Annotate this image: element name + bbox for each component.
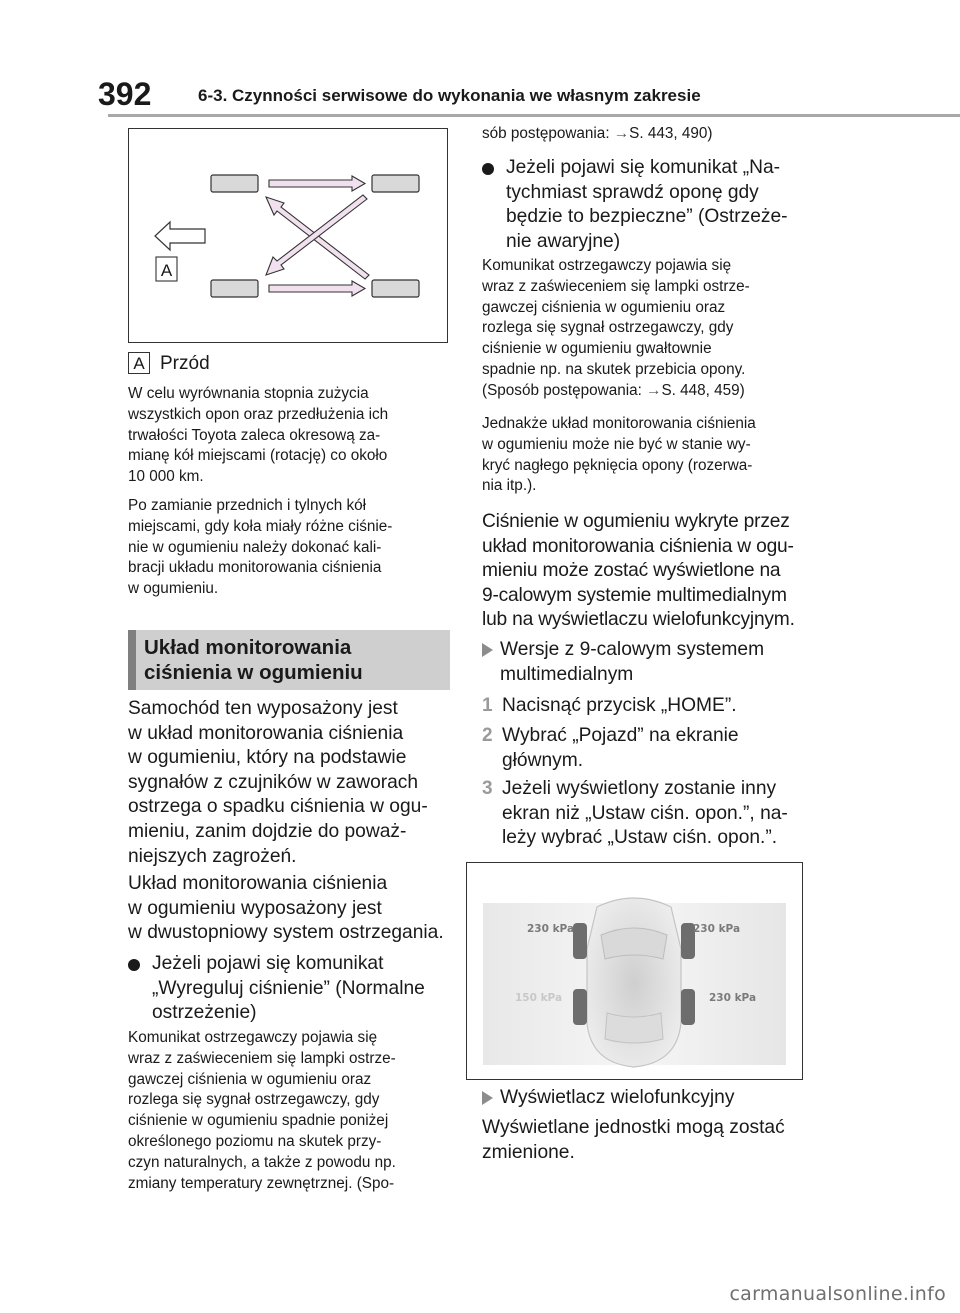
text-line: nie awaryjne) — [506, 230, 621, 252]
marker-a-label: A — [160, 261, 173, 280]
page-reference: S. 443, 490) — [629, 125, 713, 142]
text-line: Układ monitorowania ciśnienia — [128, 873, 388, 894]
units-paragraph — [482, 1116, 804, 1165]
text-line: Wybrać „Pojazd” na ekranie — [502, 725, 739, 746]
bullet-icon — [482, 163, 494, 175]
caption-text: Przód — [160, 353, 210, 374]
text-line: będzie to bezpieczne” (Ostrzeże- — [506, 206, 788, 228]
text-line: nia itp.). — [482, 477, 537, 495]
multi-info-display-item — [482, 1086, 808, 1111]
tire-rotation-diagram — [128, 128, 448, 343]
front-right-pressure: 230 kPa — [693, 923, 741, 935]
page-number: 392 — [98, 76, 152, 112]
text-line: rozlega się sygnał ostrzegawczy, gdy — [128, 1091, 380, 1109]
caption-marker: A — [128, 352, 150, 374]
text-line: gawczej ciśnienia w ogumieniu oraz — [482, 298, 726, 316]
bullet-icon — [128, 959, 140, 971]
text-line: Po zamianie przednich i tylnych kół — [128, 497, 367, 514]
text-line: układ monitorowania ciśnienia w ogu- — [482, 535, 794, 557]
text-line: Ciśnienie w ogumieniu wykryte przez — [482, 511, 790, 532]
text-line: głównym. — [502, 749, 584, 771]
text-line: rozlega się sygnał ostrzegawczy, gdy — [482, 319, 734, 337]
text-line: W celu wyrównania stopnia zużycia — [128, 385, 369, 402]
text-line: w ogumieniu. — [128, 580, 219, 598]
text-line: ostrzega o spadku ciśnienia w ogu- — [128, 796, 428, 818]
text-line: mieniu może zostać wyświetlone na — [482, 560, 781, 582]
step-number: 3 — [482, 778, 493, 799]
section-heading-text — [144, 635, 363, 685]
front-right-tire — [372, 175, 419, 192]
triangle-bullet-icon — [482, 1091, 493, 1105]
text-line: w ogumieniu, który na podstawie — [128, 747, 407, 769]
text-line: trwałości Toyota zaleca okresową za- — [128, 426, 381, 444]
chapter-title: 6-3. Czynności serwisowe do wykonania we własnym zakresie — [198, 86, 701, 105]
text-line: określonego poziomu na skutek przy- — [128, 1132, 382, 1150]
text-line: wraz z zaświeceniem się lampki ostrze- — [482, 277, 750, 295]
text-line: nie w ogumieniu należy dokonać kali- — [128, 538, 382, 556]
rear-left-pressure: 150 kPa — [515, 992, 563, 1004]
text-line: Nacisnąć przycisk „HOME”. — [502, 695, 737, 716]
continued-line — [482, 124, 712, 145]
section-heading-bar — [128, 630, 136, 690]
text-line: czyn naturalnych, a także z powodu np. — [128, 1153, 396, 1171]
front-left-tire — [211, 175, 258, 192]
text-line: 9-calowym systemie multimedialnym — [482, 584, 787, 606]
step-number: 2 — [482, 725, 493, 746]
rear-right-pressure: 230 kPa — [709, 992, 757, 1004]
text-line: Jeżeli pojawi się komunikat — [152, 953, 384, 974]
text-line: Komunikat ostrzegawczy pojawia się — [128, 1029, 378, 1046]
emergency-warning-paragraph — [482, 256, 804, 402]
text-line: Wersje z 9-calowym systemem — [500, 639, 765, 660]
text-line: multimedialnym — [500, 663, 634, 685]
system-intro-paragraph — [128, 697, 454, 869]
text-line: miejscami, gdy koła miały różne ciśnie- — [128, 517, 393, 535]
page-ref-arrow-icon: → — [646, 381, 662, 399]
text-line: Jednakże układ monitorowania ciśnienia — [482, 415, 756, 432]
text-line: ciśnienie w ogumieniu gwałtownie — [482, 340, 712, 358]
text-line: Jeżeli pojawi się komunikat „Na- — [506, 157, 781, 178]
text-line: lub na wyświetlaczu wielofunkcyjnym. — [482, 609, 795, 631]
display-info-paragraph — [482, 510, 804, 633]
diagram-caption — [128, 352, 448, 378]
front-left-pressure: 230 kPa — [527, 923, 575, 935]
rear-left-tire — [211, 280, 258, 297]
normal-warning-paragraph — [128, 1028, 454, 1194]
tire-pressure-display — [466, 862, 803, 1080]
text-line: zmiany temperatury zewnętrznej. (Spo- — [128, 1174, 395, 1192]
text-line: wraz z zaświeceniem się lampki ostrze- — [128, 1049, 396, 1067]
step-3 — [482, 777, 808, 851]
calibration-paragraph — [128, 496, 454, 600]
text-line: bracji układu monitorowania ciśnienia — [128, 559, 382, 577]
text-line: Wyświetlacz wielofunkcyjny — [500, 1087, 735, 1108]
text-line: kryć nagłego pęknięcia opony (rozerwa- — [482, 456, 753, 474]
emergency-warning-bullet — [482, 156, 808, 254]
page-reference: S. 448, 459) — [661, 381, 745, 399]
text-line — [482, 381, 804, 402]
heading-line: Układ monitorowania — [144, 636, 352, 659]
text-line: tychmiast sprawdź oponę gdy — [506, 181, 759, 203]
text-line: ekran niż „Ustaw ciśn. opon.”, na- — [502, 802, 788, 824]
front-direction-arrow-icon — [155, 222, 205, 250]
step-2 — [482, 724, 808, 773]
text-line: Komunikat ostrzegawczy pojawia się — [482, 257, 732, 274]
tire-rotation-illustration — [129, 129, 447, 342]
text-line: „Wyreguluj ciśnienie” (Normalne — [152, 977, 425, 999]
rotation-arrows — [266, 176, 369, 296]
text-line: Jeżeli wyświetlony zostanie inny — [502, 778, 777, 799]
multimedia-version-item — [482, 638, 808, 687]
heading-line: ciśnienia w ogumieniu — [144, 661, 363, 684]
text-line: ciśnienie w ogumieniu spadnie poniżej — [128, 1112, 389, 1130]
text-line: zmienione. — [482, 1141, 575, 1163]
text-line: w dwustopniowy system ostrzegania. — [128, 922, 444, 944]
header-divider — [108, 114, 960, 117]
text-line: Wyświetlane jednostki mogą zostać — [482, 1117, 785, 1138]
rear-right-tire — [372, 280, 419, 297]
text-line: sygnałów z czujników w zaworach — [128, 771, 419, 793]
page-ref-arrow-icon: → — [613, 125, 630, 142]
triangle-bullet-icon — [482, 643, 493, 657]
text-line: leży wybrać „Ustaw ciśn. opon.”. — [502, 827, 778, 849]
text-line: wszystkich opon oraz przedłużenia ich — [128, 405, 389, 423]
text-line: w ogumieniu może nie być w stanie wy- — [482, 435, 751, 453]
watermark: carmanualsonline.info — [729, 1283, 946, 1305]
text-line: Samochód ten wyposażony jest — [128, 698, 398, 719]
section-heading — [128, 630, 450, 690]
rotation-paragraph — [128, 384, 454, 488]
step-number: 1 — [482, 695, 493, 716]
text-line: niejszych zagrożeń. — [128, 845, 297, 867]
text-line: gawczej ciśnienia w ogumieniu oraz — [128, 1070, 372, 1088]
normal-warning-bullet — [128, 952, 454, 1026]
two-stage-paragraph — [128, 872, 454, 946]
text-line: w ogumieniu wyposażony jest — [128, 897, 382, 919]
tire-pressure-screen — [467, 863, 802, 1079]
text-fragment: (Sposób postępowania: — [482, 381, 647, 399]
text-line: mieniu, zanim dojdzie do poważ- — [128, 820, 407, 842]
text-line: w układ monitorowania ciśnienia — [128, 722, 404, 744]
text-fragment: sób postępowania: — [482, 125, 614, 142]
step-1 — [482, 694, 808, 719]
limitation-paragraph — [482, 414, 804, 497]
text-line: spadnie np. na skutek przebicia opony. — [482, 360, 746, 378]
text-line: mianę kół miejscami (rotację) co około — [128, 447, 388, 465]
text-line: 10 000 km. — [128, 468, 204, 486]
text-line: ostrzeżenie) — [152, 1002, 257, 1024]
